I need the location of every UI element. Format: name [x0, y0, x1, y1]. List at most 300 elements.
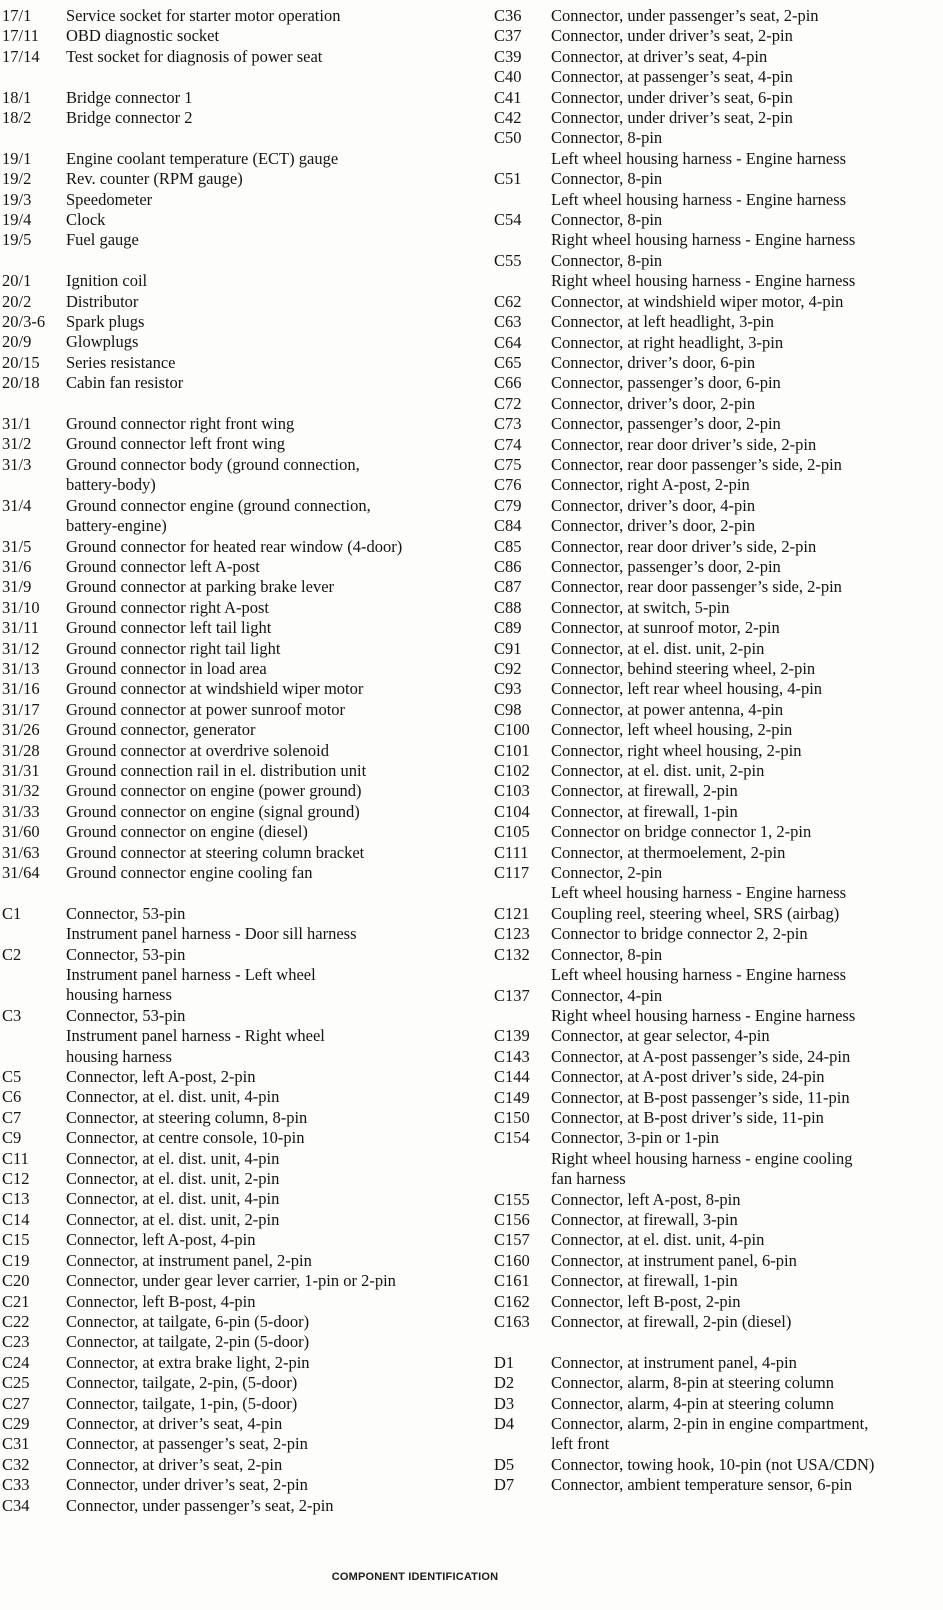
component-row: [494, 1414, 943, 1455]
component-description: [66, 434, 464, 454]
component-code: 17/11: [2, 26, 39, 46]
component-row: [494, 108, 943, 128]
component-row: [2, 6, 464, 26]
description-line: Connector, at firewall, 1-pin: [551, 1271, 738, 1291]
description-line: Connector, at B-post driver’s side, 11-pin: [551, 1107, 824, 1127]
description-line: Ground connector at overdrive solenoid: [66, 740, 330, 760]
description-line: Connector, 8-pin: [551, 169, 663, 189]
component-row: [2, 26, 464, 46]
component-row: [494, 128, 943, 169]
component-description: [66, 1067, 464, 1087]
description-line: Connector, tailgate, 2-pin, (5-door): [66, 1373, 298, 1393]
component-description: [551, 1312, 943, 1332]
component-code: C92: [494, 659, 522, 678]
component-code: C64: [494, 332, 522, 352]
description-line: Connector, under driver’s seat, 2-pin: [551, 26, 793, 46]
component-description: [66, 88, 464, 108]
component-code: C123: [494, 924, 530, 944]
component-row: [2, 843, 464, 863]
component-code: C62: [494, 291, 522, 311]
component-row: [2, 1475, 464, 1495]
component-description: [551, 475, 943, 495]
component-row: [494, 1271, 943, 1291]
entry-group: [2, 904, 464, 1516]
component-code: C40: [494, 67, 522, 87]
component-code: C117: [494, 863, 530, 883]
component-description: [551, 292, 943, 312]
component-code: C137: [494, 985, 530, 1005]
component-row: [494, 986, 943, 1027]
component-code: C41: [494, 87, 522, 107]
description-line: Connector, at driver’s seat, 4-pin: [66, 1413, 283, 1433]
description-line: Rev. counter (RPM gauge): [66, 169, 243, 189]
component-code: C121: [494, 903, 530, 923]
component-row: [494, 761, 943, 781]
component-code: C79: [494, 495, 522, 515]
description-line: housing harness: [66, 985, 172, 1005]
component-row: [494, 496, 943, 516]
component-description: [66, 1455, 464, 1475]
component-code: 31/17: [2, 699, 40, 719]
component-row: [2, 1251, 464, 1271]
description-line: Connector, at thermoelement, 2-pin: [551, 842, 786, 862]
component-row: [494, 312, 943, 332]
component-description: [551, 108, 943, 128]
description-line: left front: [551, 1434, 610, 1454]
component-code: C6: [2, 1087, 22, 1107]
component-row: [2, 781, 464, 801]
description-line: Connector, under gear lever carrier, 1-pin or 2-pin: [66, 1271, 396, 1291]
description-line: Connector, left A-post, 4-pin: [66, 1230, 256, 1250]
component-code: D3: [494, 1393, 515, 1413]
component-row: [2, 1455, 464, 1475]
description-line: Connector, behind steering wheel, 2-pin: [551, 659, 816, 678]
component-description: [66, 741, 464, 761]
component-row: [494, 516, 943, 536]
component-row: [2, 741, 464, 761]
entry-group: [2, 414, 464, 883]
component-code: C75: [494, 454, 522, 474]
component-row: [494, 598, 943, 618]
component-code: C162: [494, 1291, 530, 1311]
component-description: [551, 802, 943, 822]
component-row: [2, 1230, 464, 1250]
description-line: Connector, left A-post, 2-pin: [66, 1067, 256, 1087]
component-code: C132: [494, 944, 530, 964]
component-row: [2, 598, 464, 618]
component-code: C39: [494, 46, 522, 66]
component-code: C154: [494, 1128, 530, 1148]
component-row: [494, 88, 943, 108]
component-code: 31/16: [2, 679, 40, 699]
description-line: Connector, rear door passenger’s side, 2-pin: [551, 577, 842, 597]
component-row: [494, 945, 943, 986]
description-line: Test socket for diagnosis of power seat: [66, 46, 323, 66]
component-row: [2, 1312, 464, 1332]
component-description: [66, 720, 464, 740]
component-row: [494, 373, 943, 393]
component-description: [66, 802, 464, 822]
component-description: [66, 1189, 464, 1209]
component-row: [494, 6, 943, 26]
component-description: [551, 679, 943, 699]
component-row: [2, 1006, 464, 1067]
component-code: 31/60: [2, 822, 40, 842]
component-row: [2, 700, 464, 720]
description-line: fan harness: [551, 1169, 626, 1189]
component-row: [2, 1332, 464, 1352]
component-row: [494, 618, 943, 638]
description-line: Connector, at instrument panel, 6-pin: [551, 1250, 797, 1270]
component-description: [66, 332, 464, 352]
component-code: C33: [2, 1475, 30, 1495]
component-description: [551, 1394, 943, 1414]
component-description: [551, 843, 943, 863]
component-description: [66, 1108, 464, 1128]
component-row: [494, 822, 943, 842]
component-description: [66, 1271, 464, 1291]
description-line: Connector, under passenger’s seat, 2-pin: [551, 6, 819, 25]
description-line: Ground connector at parking brake lever: [66, 577, 335, 597]
component-description: [66, 904, 464, 945]
description-line: housing harness: [66, 1046, 172, 1066]
component-description: [66, 557, 464, 577]
description-line: Connector, at A-post passenger’s side, 24-pin: [551, 1046, 851, 1066]
component-description: [551, 1128, 943, 1189]
component-description: [66, 149, 464, 169]
component-description: [66, 1475, 464, 1495]
component-description: [66, 1434, 464, 1454]
component-row: [494, 700, 943, 720]
component-description: [551, 1067, 943, 1087]
component-row: [2, 945, 464, 1006]
component-code: C76: [494, 475, 522, 495]
description-line: Connector, passenger’s door, 2-pin: [551, 556, 781, 576]
component-description: [551, 251, 943, 292]
component-description: [66, 1373, 464, 1393]
component-code: 19/4: [2, 210, 32, 230]
component-description: [66, 1496, 464, 1516]
component-code: 19/5: [2, 230, 32, 250]
component-row: [494, 904, 943, 924]
component-description: [551, 333, 943, 353]
component-list-column-right: [494, 6, 943, 1496]
description-line: Service socket for starter motor operation: [66, 6, 341, 25]
component-code: C103: [494, 781, 530, 801]
component-code: D1: [494, 1352, 515, 1372]
description-line: Connector, at firewall, 3-pin: [551, 1209, 738, 1229]
component-description: [551, 1455, 943, 1475]
component-code: C149: [494, 1087, 530, 1107]
component-code: C29: [2, 1413, 30, 1433]
component-description: [66, 1292, 464, 1312]
description-line: Connector, driver’s door, 4-pin: [551, 495, 756, 515]
component-row: [2, 659, 464, 679]
description-line: Connector, alarm, 4-pin at steering column: [551, 1393, 834, 1413]
description-line: Connector, at driver’s seat, 4-pin: [551, 46, 768, 66]
description-line: Connector, 53-pin: [66, 1005, 186, 1025]
component-row: [494, 353, 943, 373]
component-code: C51: [494, 169, 522, 189]
description-line: Connector, rear door driver’s side, 2-pin: [551, 434, 817, 454]
component-row: [2, 312, 464, 332]
description-line: Connector, 8-pin: [551, 210, 663, 230]
component-description: [551, 6, 943, 26]
component-description: [551, 455, 943, 475]
description-line: Connector, right wheel housing, 2-pin: [551, 740, 802, 760]
description-line: Connector, at firewall, 2-pin: [551, 781, 738, 801]
component-row: [2, 1149, 464, 1169]
component-description: [551, 210, 943, 251]
description-line: Ground connector right tail light: [66, 638, 281, 658]
component-code: C87: [494, 577, 522, 597]
component-description: [66, 230, 464, 250]
component-code: C160: [494, 1250, 530, 1270]
component-row: [494, 1026, 943, 1046]
component-code: 18/1: [2, 87, 32, 107]
component-row: [494, 720, 943, 740]
component-row: [494, 1088, 943, 1108]
component-code: 31/6: [2, 556, 32, 576]
component-code: 31/32: [2, 781, 40, 801]
component-description: [66, 210, 464, 230]
component-description: [551, 863, 943, 904]
component-code: 31/64: [2, 863, 40, 882]
description-line: Ground connector engine cooling fan: [66, 863, 313, 882]
component-row: [2, 618, 464, 638]
component-code: C12: [2, 1169, 30, 1189]
component-description: [551, 435, 943, 455]
component-code: C3: [2, 1005, 22, 1025]
component-code: 31/10: [2, 597, 40, 617]
component-row: [494, 455, 943, 475]
component-description: [551, 904, 943, 924]
description-line: Connector, 2-pin: [551, 863, 663, 883]
component-row: [2, 822, 464, 842]
component-code: C9: [2, 1128, 22, 1148]
component-code: C155: [494, 1189, 530, 1209]
description-line: Ground connector body (ground connection,: [66, 454, 360, 474]
component-description: [551, 781, 943, 801]
description-line: Connector on bridge connector 1, 2-pin: [551, 822, 812, 842]
description-line: Connector, rear door passenger’s side, 2-pin: [551, 454, 842, 474]
component-code: C66: [494, 373, 522, 393]
component-code: C144: [494, 1067, 530, 1087]
component-code: 31/13: [2, 658, 40, 678]
entry-group: [494, 6, 943, 1332]
component-row: [2, 1434, 464, 1454]
component-description: [66, 1394, 464, 1414]
component-code: C156: [494, 1209, 530, 1229]
entry-group: [2, 271, 464, 393]
description-line: Connector, driver’s door, 2-pin: [551, 516, 756, 536]
component-description: [551, 1230, 943, 1250]
component-code: 31/33: [2, 801, 40, 821]
component-code: C102: [494, 761, 530, 781]
component-row: [494, 537, 943, 557]
component-row: [2, 230, 464, 250]
component-code: C34: [2, 1495, 30, 1515]
component-description: [66, 1353, 464, 1373]
component-description: [551, 1190, 943, 1210]
component-code: C54: [494, 210, 522, 230]
description-line: Connector, at A-post driver’s side, 24-pin: [551, 1067, 825, 1087]
component-code: 17/1: [2, 6, 32, 25]
component-row: [2, 1414, 464, 1434]
component-code: 31/1: [2, 414, 32, 434]
component-code: 20/9: [2, 332, 32, 352]
description-line: Connector, at el. dist. unit, 4-pin: [66, 1087, 280, 1107]
description-line: Connector, at el. dist. unit, 2-pin: [66, 1209, 280, 1229]
component-description: [66, 1230, 464, 1250]
description-line: Right wheel housing harness - Engine harness: [551, 271, 856, 291]
component-description: [66, 577, 464, 597]
component-row: [2, 537, 464, 557]
component-description: [551, 1108, 943, 1128]
component-description: [66, 108, 464, 128]
description-line: Connector, rear door driver’s side, 2-pin: [551, 536, 817, 556]
description-line: Connector, at centre console, 10-pin: [66, 1128, 305, 1148]
description-line: Engine coolant temperature (ECT) gauge: [66, 148, 339, 168]
component-description: [66, 271, 464, 291]
description-line: Connector, at firewall, 2-pin (diesel): [551, 1312, 792, 1331]
description-line: Left wheel housing harness - Engine harness: [551, 883, 847, 903]
component-description: [551, 47, 943, 67]
component-row: [494, 577, 943, 597]
description-line: Ground connector right front wing: [66, 414, 295, 434]
description-line: Instrument panel harness - Left wheel: [66, 965, 316, 985]
component-code: C50: [494, 128, 522, 148]
description-line: Bridge connector 2: [66, 108, 193, 128]
description-line: Spark plugs: [66, 312, 145, 332]
component-description: [66, 190, 464, 210]
component-code: C55: [494, 250, 522, 270]
component-description: [66, 761, 464, 781]
description-line: Ground connector left tail light: [66, 618, 272, 638]
component-description: [66, 1251, 464, 1271]
component-description: [66, 639, 464, 659]
description-line: Connector, at tailgate, 2-pin (5-door): [66, 1332, 310, 1352]
component-code: C143: [494, 1046, 530, 1066]
component-row: [2, 292, 464, 312]
component-row: [494, 435, 943, 455]
description-line: Connector, left wheel housing, 2-pin: [551, 720, 793, 740]
component-description: [66, 47, 464, 67]
description-line: Connector, at el. dist. unit, 2-pin: [551, 761, 765, 781]
description-line: Connector, passenger’s door, 6-pin: [551, 373, 781, 393]
component-row: [2, 414, 464, 434]
description-line: Connector, under passenger’s seat, 2-pin: [66, 1495, 334, 1515]
component-code: 31/2: [2, 434, 32, 454]
description-line: Connector, at el. dist. unit, 4-pin: [66, 1148, 280, 1168]
component-description: [551, 945, 943, 986]
description-line: Distributor: [66, 291, 139, 311]
component-code: 20/1: [2, 271, 32, 291]
description-line: Ground connector on engine (diesel): [66, 822, 308, 842]
component-description: [551, 1210, 943, 1230]
component-description: [66, 496, 464, 537]
component-description: [66, 353, 464, 373]
component-description: [551, 1088, 943, 1108]
description-line: Connector, driver’s door, 6-pin: [551, 352, 756, 372]
component-description: [551, 373, 943, 393]
component-row: [494, 741, 943, 761]
component-description: [551, 1047, 943, 1067]
component-description: [66, 312, 464, 332]
description-line: Ground connector left A-post: [66, 556, 260, 576]
description-line: Glowplugs: [66, 332, 139, 352]
component-description: [66, 26, 464, 46]
description-line: Connector, 4-pin: [551, 985, 663, 1005]
component-code: C161: [494, 1271, 530, 1291]
component-code: C37: [494, 26, 522, 46]
component-row: [494, 843, 943, 863]
component-code: 17/14: [2, 46, 40, 66]
description-line: Connector, passenger’s door, 2-pin: [551, 414, 781, 434]
component-code: C85: [494, 536, 522, 556]
component-row: [494, 1047, 943, 1067]
component-list-column-left: [2, 6, 464, 1516]
component-description: [66, 781, 464, 801]
component-code: C5: [2, 1067, 22, 1087]
component-row: [2, 1189, 464, 1209]
component-code: 19/3: [2, 189, 32, 209]
description-line: Connector, at el. dist. unit, 4-pin: [66, 1189, 280, 1209]
component-description: [551, 924, 943, 944]
component-row: [2, 271, 464, 291]
component-description: [551, 67, 943, 87]
description-line: Connector, towing hook, 10-pin (not USA/CDN): [551, 1454, 875, 1474]
component-row: [2, 108, 464, 128]
description-line: Connector, left B-post, 4-pin: [66, 1291, 256, 1311]
description-line: Connector, left B-post, 2-pin: [551, 1291, 741, 1311]
component-code: 31/9: [2, 577, 32, 597]
component-code: C20: [2, 1271, 30, 1291]
description-line: Connector, under driver’s seat, 2-pin: [551, 108, 793, 128]
component-description: [66, 1210, 464, 1230]
component-row: [494, 475, 943, 495]
component-code: C23: [2, 1332, 30, 1352]
component-row: [2, 1496, 464, 1516]
description-line: Ground connector on engine (signal ground): [66, 801, 360, 821]
component-code: 31/3: [2, 454, 32, 474]
description-line: Connector, under driver’s seat, 6-pin: [551, 87, 793, 107]
component-code: C101: [494, 740, 530, 760]
component-code: C21: [2, 1291, 30, 1311]
description-line: Connector, 3-pin or 1-pin: [551, 1128, 719, 1148]
component-code: 31/12: [2, 638, 40, 658]
component-code: C86: [494, 556, 522, 576]
component-row: [2, 332, 464, 352]
component-description: [66, 1087, 464, 1107]
component-description: [551, 353, 943, 373]
component-code: C2: [2, 944, 22, 964]
description-line: Connector, alarm, 8-pin at steering column: [551, 1373, 834, 1393]
component-code: C91: [494, 638, 522, 658]
description-line: Connector, at el. dist. unit, 2-pin: [66, 1169, 280, 1189]
description-line: Ground connector for heated rear window (4-door): [66, 536, 403, 556]
component-description: [66, 1169, 464, 1189]
component-row: [494, 863, 943, 904]
description-line: Connector, alarm, 2-pin in engine compartment,: [551, 1414, 869, 1434]
component-description: [66, 618, 464, 638]
component-row: [2, 802, 464, 822]
description-line: Connector, at windshield wiper motor, 4-pin: [551, 291, 844, 311]
component-description: [551, 88, 943, 108]
component-description: [551, 26, 943, 46]
description-line: OBD diagnostic socket: [66, 26, 220, 46]
component-row: [494, 1190, 943, 1210]
